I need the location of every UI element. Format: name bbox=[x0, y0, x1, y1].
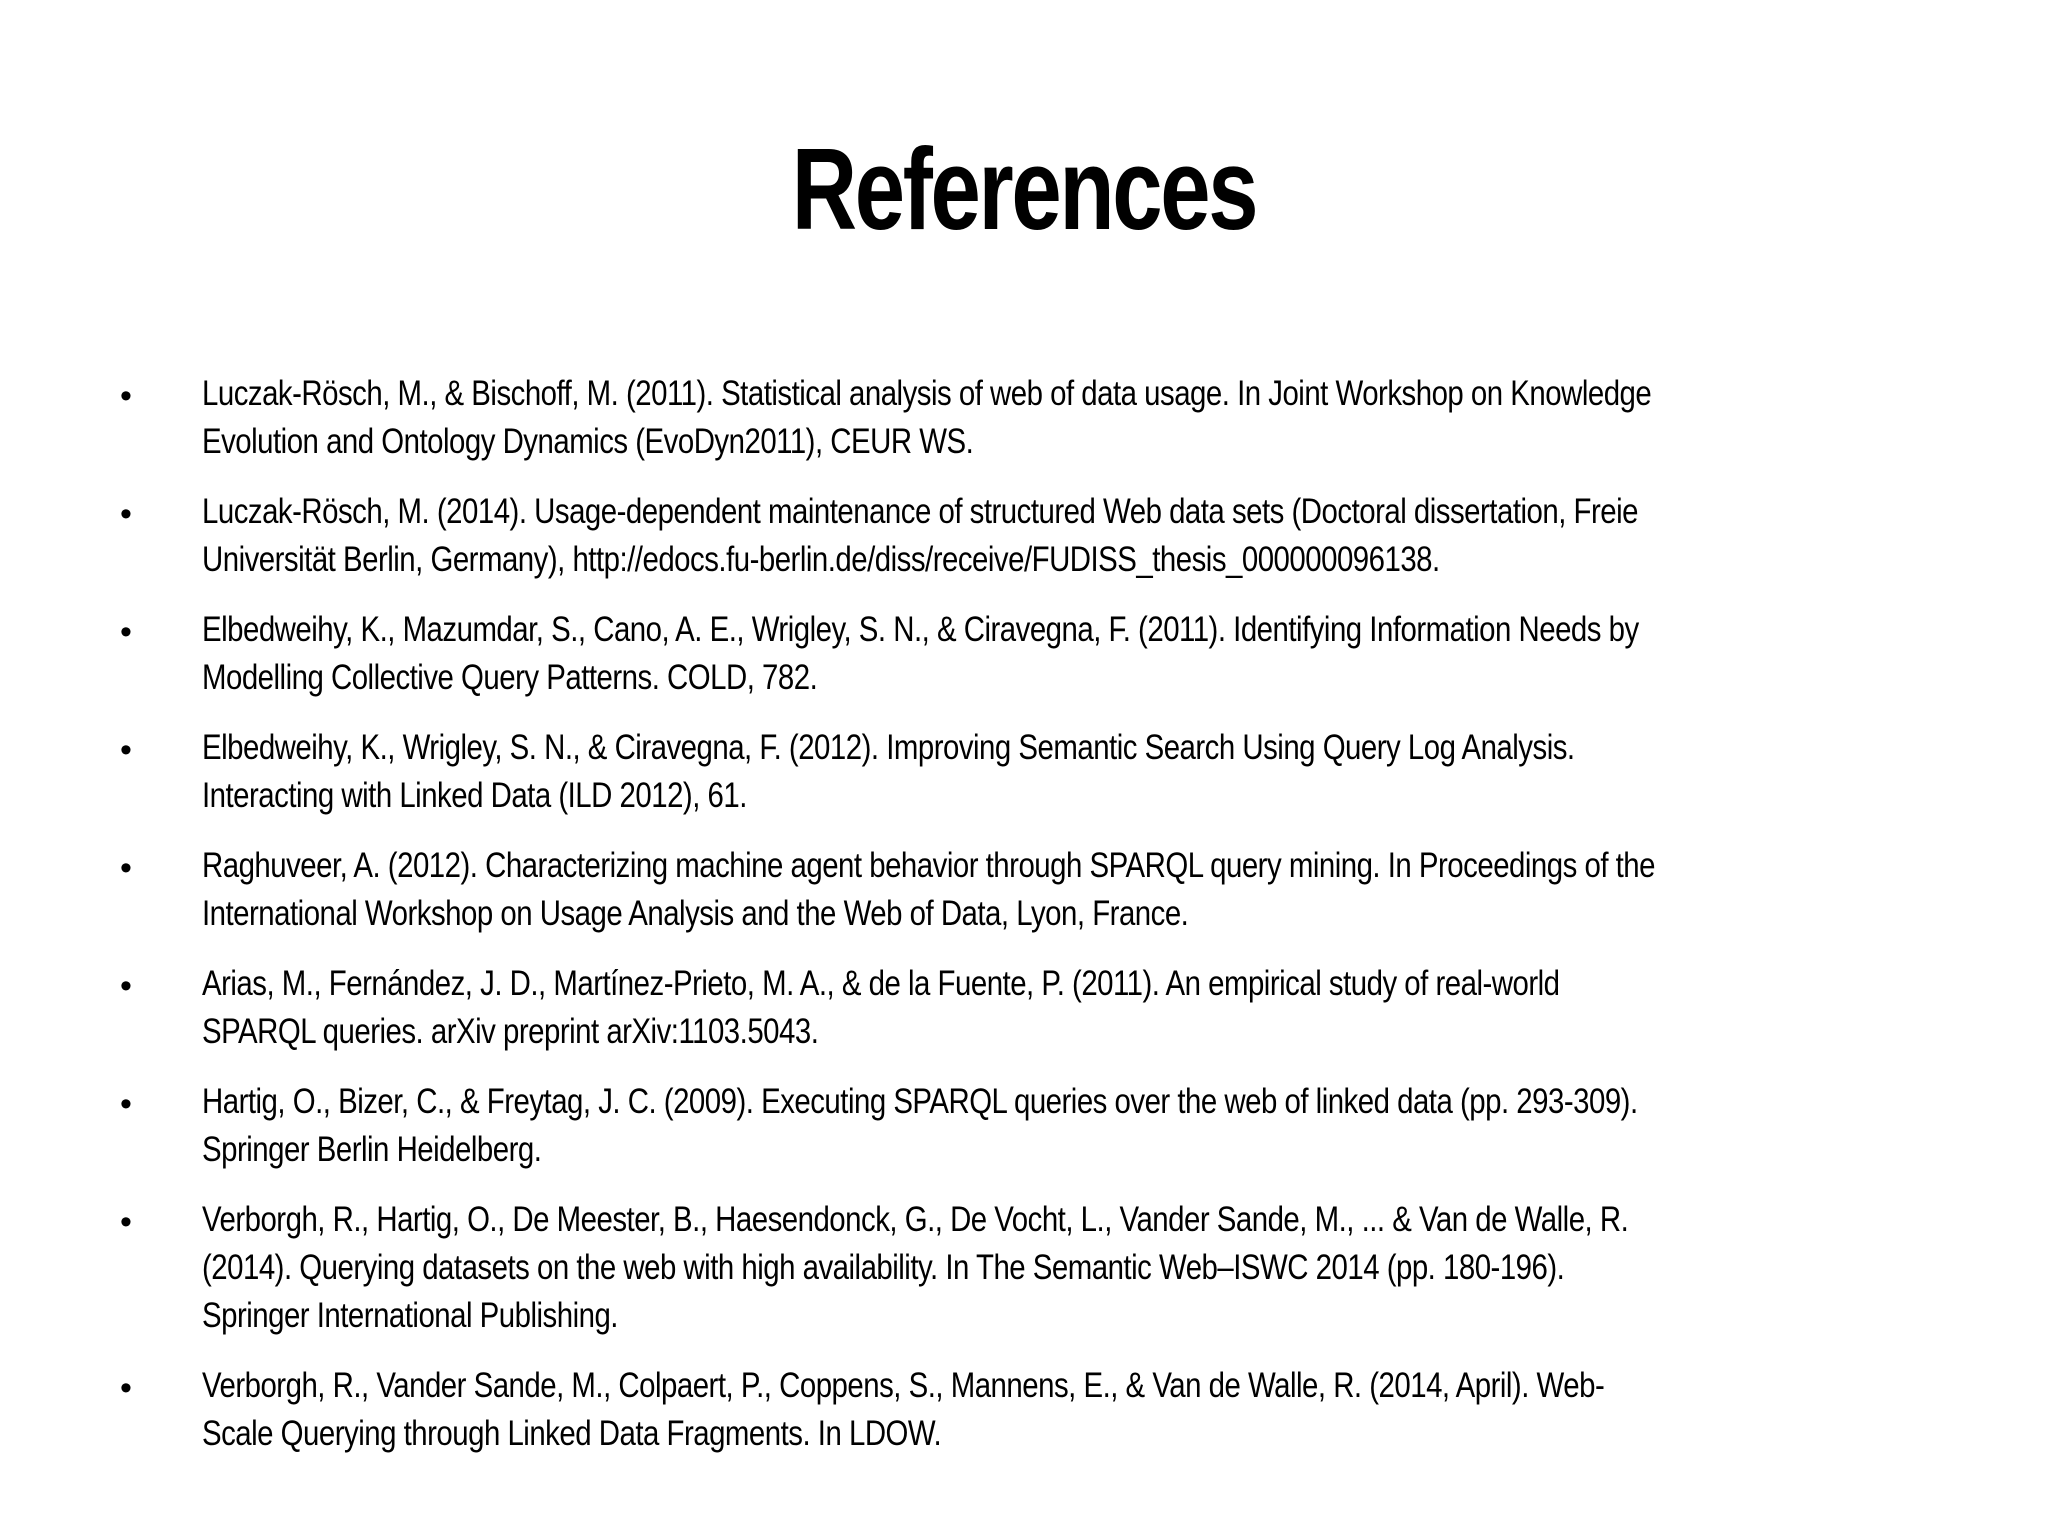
list-item bbox=[120, 606, 1940, 702]
list-item bbox=[120, 488, 1940, 584]
bullet-icon: • bbox=[120, 377, 132, 415]
reference-text: Luczak-Rösch, M. (2014). Usage-dependent maintenance of structured Web data sets (Doctoral dissertation, Freie Universität Berlin, Germany), http://edocs.fu-berlin.de/diss/receive/FUDISS_thesis_000000096138. bbox=[202, 492, 1639, 579]
list-item bbox=[120, 1078, 1940, 1174]
list-item bbox=[120, 724, 1940, 820]
bullet-icon: • bbox=[120, 1203, 132, 1241]
list-item bbox=[120, 1362, 1940, 1458]
reference-text: Verborgh, R., Vander Sande, M., Colpaert, P., Coppens, S., Mannens, E., & Van de Walle, R. (2014, April). Web-Scale Querying through Linked Data Fragments. In LDOW. bbox=[202, 1366, 1605, 1453]
reference-text: Arias, M., Fernández, J. D., Martínez-Prieto, M. A., & de la Fuente, P. (2011). An empirical study of real-world SPARQL queries. arXiv preprint arXiv:1103.5043. bbox=[202, 964, 1560, 1051]
list-item bbox=[120, 960, 1940, 1056]
reference-text: Elbedweihy, K., Mazumdar, S., Cano, A. E., Wrigley, S. N., & Ciravegna, F. (2011). Identifying Information Needs by Modelling Collective Query Patterns. COLD, 782. bbox=[202, 610, 1639, 697]
bullet-icon: • bbox=[120, 849, 132, 887]
list-item bbox=[120, 370, 1940, 466]
list-item bbox=[120, 842, 1940, 938]
bullet-icon: • bbox=[120, 495, 132, 533]
bullet-icon: • bbox=[120, 967, 132, 1005]
reference-text: Hartig, O., Bizer, C., & Freytag, J. C. (2009). Executing SPARQL queries over the web of linked data (pp. 293-309). Springer Berlin Heidelberg. bbox=[202, 1082, 1638, 1169]
reference-text: Verborgh, R., Hartig, O., De Meester, B., Haesendonck, G., De Vocht, L., Vander Sande, M., ... & Van de Walle, R. (2014). Querying datasets on the web with high availability. In The Semantic Web–ISWC 2014 (pp. 180-196). Springer International Publishing. bbox=[202, 1200, 1629, 1335]
bullet-icon: • bbox=[120, 1369, 132, 1407]
reference-text: Elbedweihy, K., Wrigley, S. N., & Ciravegna, F. (2012). Improving Semantic Search Using Query Log Analysis. Interacting with Linked Data (ILD 2012), 61. bbox=[202, 728, 1575, 815]
bullet-icon: • bbox=[120, 613, 132, 651]
reference-text: Luczak-Rösch, M., & Bischoff, M. (2011). Statistical analysis of web of data usage. In Joint Workshop on Knowledge Evolution and Ontology Dynamics (EvoDyn2011), CEUR WS. bbox=[202, 374, 1652, 461]
bullet-icon: • bbox=[120, 731, 132, 769]
reference-list bbox=[120, 370, 1940, 1480]
bullet-icon: • bbox=[120, 1085, 132, 1123]
reference-text: Raghuveer, A. (2012). Characterizing machine agent behavior through SPARQL query mining. In Proceedings of the International Workshop on Usage Analysis and the Web of Data, Lyon, France. bbox=[202, 846, 1656, 933]
list-item bbox=[120, 1196, 1940, 1340]
page-title: References bbox=[791, 124, 1257, 254]
